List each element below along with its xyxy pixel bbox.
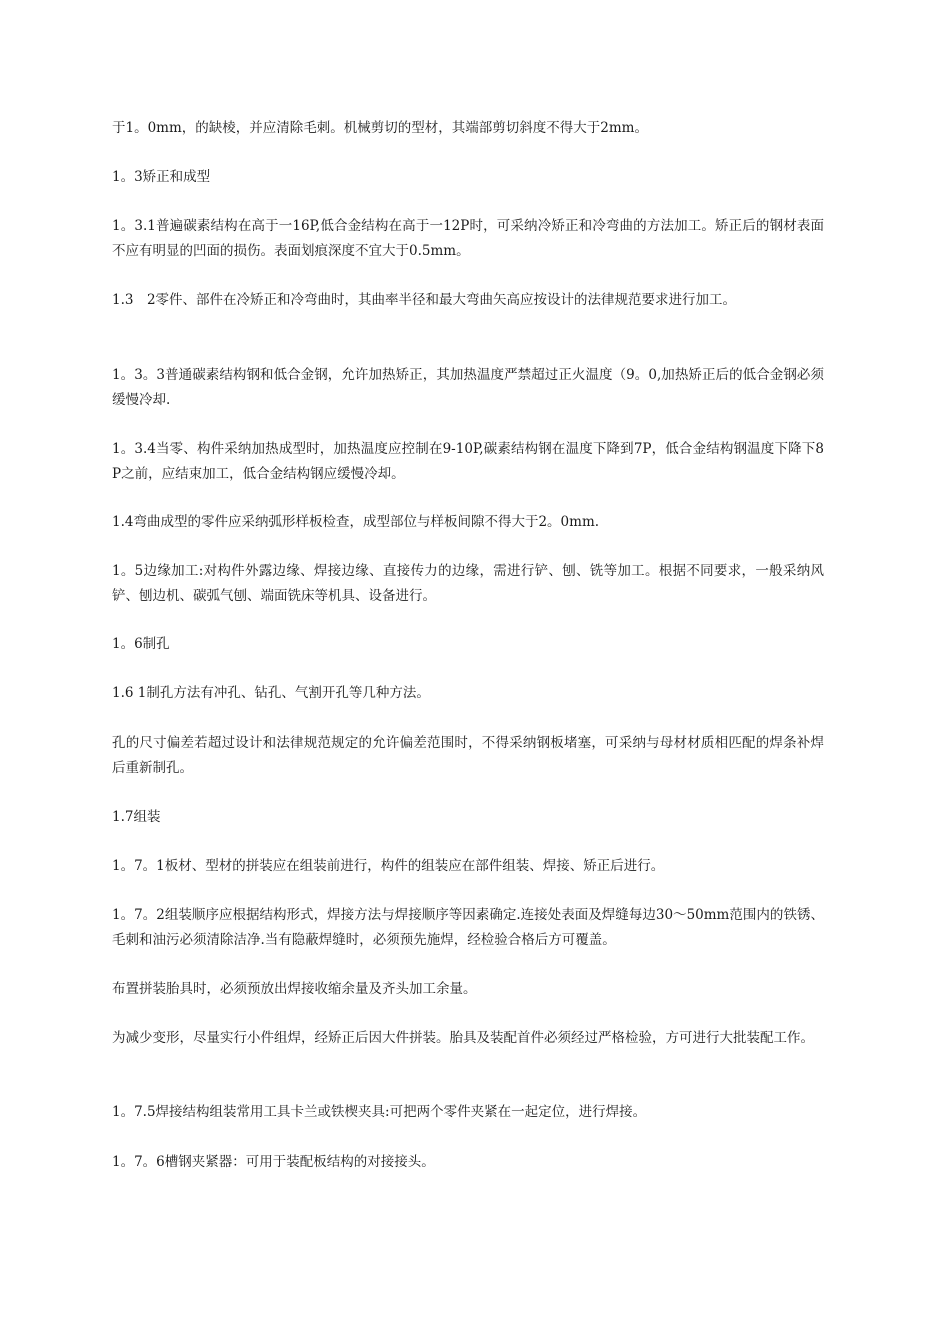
- paragraph-1-4: 1.4弯曲成型的零件应采纳弧形样板检查，成型部位与样板间隙不得大于2。0mm.: [112, 514, 600, 530]
- heading-assembly: 1.7组装: [112, 809, 161, 825]
- paragraph-1-3-3: 1。3。3普通碳素结构钢和低合金钢，允许加热矫正，其加热温度严禁超过正火温度（9。0,加热矫正后的低合金钢必须缓慢冷却.: [112, 367, 824, 408]
- paragraph-edge-cutting: 于1。0mm，的缺棱，并应清除毛刺。机械剪切的型材，其端部剪切斜度不得大于2mm。: [112, 120, 648, 136]
- paragraph-jig-layout: 布置拼装胎具时，必须预放出焊接收缩余量及齐头加工余量。: [112, 981, 477, 997]
- paragraph-1-7-5: 1。7.5焊接结构组装常用工具卡兰或铁楔夹具:可把两个零件夹紧在一起定位，进行焊接。: [112, 1104, 647, 1120]
- paragraph-1-7-2: 1。7。2组装顺序应根据结构形式，焊接方法与焊接顺序等因素确定.连接处表面及焊缝每边30〜50mm范围内的铁锈、毛刺和油污必须清除洁净.当有隐蔽焊缝时，必须预先施焊，经检验合格后方可覆盖。: [112, 907, 824, 948]
- paragraph-reduce-deformation: 为减少变形，尽量实行小件组焊，经矫正后因大件拼装。胎具及装配首件必须经过严格检验，方可进行大批装配工作。: [112, 1030, 814, 1046]
- paragraph-1-3-1: 1。3.1普遍碳素结构在高于一16P,低合金结构在高于一12P时，可采纳冷矫正和冷弯曲的方法加工。矫正后的钢材表面不应有明显的凹面的损伤。表面划痕深度不宜大于0.5mm。: [112, 218, 824, 259]
- heading-hole-making: 1。6制孔: [112, 636, 170, 652]
- heading-straightening-forming: 1。3矫正和成型: [112, 169, 211, 185]
- paragraph-1-5: 1。5边缘加工:对构件外露边缘、焊接边缘、直接传力的边缘，需进行铲、刨、铣等加工。根据不同要求，一般采纳风铲、刨边机、碳弧气刨、端面铣床等机具、设备进行。: [112, 563, 824, 604]
- paragraph-1-3-4: 1。3.4当零、构件采纳加热成型时，加热温度应控制在9-10P,碳素结构钢在温度下降到7P，低合金结构钢温度下降下8P之前，应结束加工，低合金结构钢应缓慢冷却。: [112, 441, 824, 482]
- paragraph-1-7-1: 1。7。1板材、型材的拼装应在组装前进行，构件的组装应在部件组装、焊接、矫正后进行。: [112, 858, 665, 874]
- paragraph-1-7-6: 1。7。6槽钢夹紧器：可用于装配板结构的对接接头。: [112, 1154, 435, 1170]
- paragraph-1-6-1: 1.6 1制孔方法有冲孔、钻孔、气割开孔等几种方法。: [112, 685, 430, 701]
- paragraph-hole-deviation: 孔的尺寸偏差若超过设计和法律规范规定的允许偏差范围时，不得采纳钢板堵塞，可采纳与母材材质相匹配的焊条补焊后重新制孔。: [112, 735, 824, 776]
- paragraph-1-3-2: 1.3 2零件、部件在冷矫正和冷弯曲时，其曲率半径和最大弯曲矢高应按设计的法律规范要求进行加工。: [112, 292, 737, 308]
